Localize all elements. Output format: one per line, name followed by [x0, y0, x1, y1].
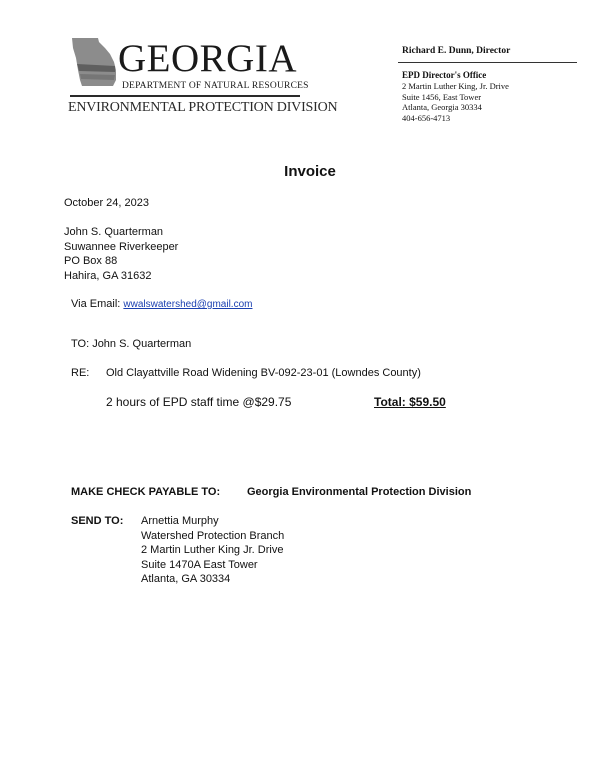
- office-line: Atlanta, Georgia 30334: [402, 102, 482, 112]
- send-to-label: SEND TO:: [71, 515, 124, 527]
- logo-division: ENVIRONMENTAL PROTECTION DIVISION: [68, 100, 338, 115]
- send-to-line: Arnettia Murphy: [141, 515, 219, 527]
- recipient-line: Hahira, GA 31632: [64, 269, 152, 282]
- office-line: 2 Martin Luther King, Jr. Drive: [402, 81, 509, 91]
- via-email-label: Via Email:: [71, 298, 121, 310]
- send-to-line: Suite 1470A East Tower: [141, 558, 258, 571]
- payable-label: MAKE CHECK PAYABLE TO:: [71, 486, 221, 498]
- epd-logo: [68, 36, 338, 120]
- send-to-line: Atlanta, GA 30334: [141, 573, 231, 586]
- invoice-title: Invoice: [284, 163, 336, 180]
- logo-divider: [70, 95, 300, 97]
- send-to-address: [141, 514, 284, 587]
- re-subject: Old Clayattville Road Widening BV-092-23-01 (Lowndes County): [106, 367, 421, 379]
- recipient-line: PO Box 88: [64, 255, 118, 268]
- logo-state-name: GEORGIA: [118, 37, 297, 80]
- director-name: Richard E. Dunn, Director: [402, 46, 511, 56]
- send-to-line: 2 Martin Luther King Jr. Drive: [141, 544, 284, 557]
- re-label: RE:: [71, 367, 90, 379]
- invoice-total: Total: $59.50: [374, 395, 446, 409]
- recipient-address: [64, 225, 178, 283]
- office-phone: 404-656-4713: [402, 112, 451, 123]
- send-to-line: Watershed Protection Branch: [141, 529, 285, 542]
- email-link[interactable]: wwalswatershed@gmail.com: [123, 299, 253, 310]
- via-email-line: [71, 297, 252, 313]
- to-line: TO: John S. Quarterman: [71, 338, 192, 350]
- charge-description: 2 hours of EPD staff time @$29.75: [106, 395, 292, 409]
- office-line: Suite 1456, East Tower: [402, 91, 482, 102]
- recipient-line: John S. Quarterman: [64, 226, 164, 238]
- georgia-map-icon: [68, 36, 118, 88]
- payable-to: Georgia Environmental Protection Division: [247, 486, 472, 498]
- office-address: [402, 70, 509, 123]
- logo-department: DEPARTMENT OF NATURAL RESOURCES: [122, 81, 309, 91]
- director-divider: [398, 62, 577, 63]
- office-title: EPD Director's Office: [402, 70, 487, 80]
- recipient-line: Suwannee Riverkeeper: [64, 240, 179, 253]
- invoice-date: October 24, 2023: [64, 197, 150, 209]
